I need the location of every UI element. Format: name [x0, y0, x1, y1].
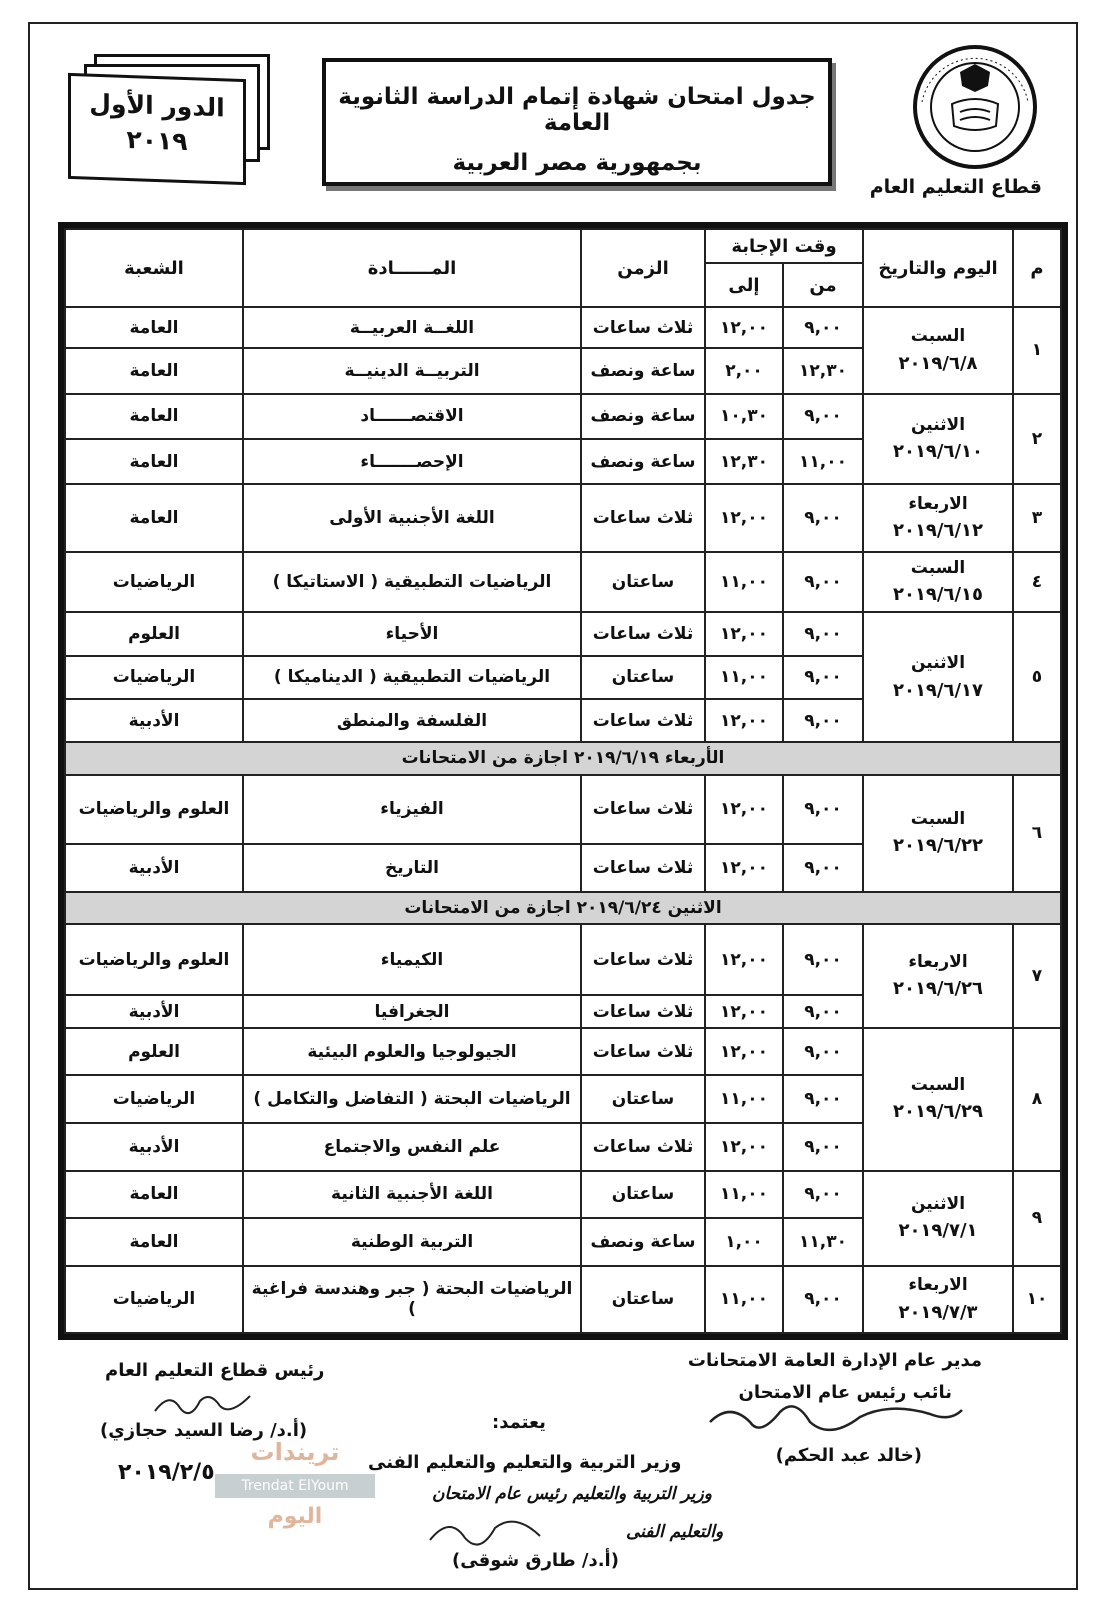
branch: العامة: [65, 307, 243, 348]
branch: العلوم والرياضيات: [65, 775, 243, 844]
table-row: [65, 1266, 1061, 1333]
signature-scrawl-icon: [150, 1386, 260, 1422]
day-name: السبت: [910, 557, 966, 578]
branch: العامة: [65, 1171, 243, 1219]
branch: الأدبية: [65, 844, 243, 892]
branch: العلوم: [65, 612, 243, 655]
subject: التربية الوطنية: [243, 1218, 581, 1266]
site-watermark: [205, 1438, 385, 1588]
time-from: ٩,٠٠: [783, 1075, 863, 1123]
duration: ثلاث ساعات: [581, 484, 705, 551]
header-answer-time: وقت الإجابة: [705, 229, 863, 263]
sector-label: قطاع التعليم العام: [869, 176, 1042, 198]
header-num: م: [1013, 229, 1061, 307]
time-from: ٩,٠٠: [783, 995, 863, 1027]
time-from: ٩,٠٠: [783, 775, 863, 844]
subject: الفيزياء: [243, 775, 581, 844]
duration: ساعة ونصف: [581, 1218, 705, 1266]
subject: الرياضيات البحتة ( التفاضل والتكامل ): [243, 1075, 581, 1123]
ministry-logo-icon: [900, 42, 1050, 172]
time-from: ٩,٠٠: [783, 1123, 863, 1171]
time-to: ١٢,٠٠: [705, 844, 783, 892]
time-from: ١١,٠٠: [783, 439, 863, 484]
header-from: من: [783, 263, 863, 307]
day-name: الاربعاء: [908, 951, 968, 972]
duration: ساعة ونصف: [581, 394, 705, 439]
time-to: ١٢,٠٠: [705, 1028, 783, 1076]
time-from: ٩,٠٠: [783, 924, 863, 995]
subject: الرياضيات البحتة ( جبر وهندسة فراغية ): [243, 1266, 581, 1333]
exam-date: ٢٠١٩/٧/١: [898, 1220, 978, 1242]
duration: ساعتان: [581, 656, 705, 699]
row-number: ٥: [1013, 612, 1061, 742]
header-duration: الزمن: [581, 229, 705, 307]
row-number: ٧: [1013, 924, 1061, 1028]
duration: ثلاث ساعات: [581, 1123, 705, 1171]
branch: العامة: [65, 348, 243, 393]
exam-break-notice: الاثنين ٢٠١٩/٦/٢٤ اجازة من الامتحانات: [65, 892, 1061, 924]
time-to: ١١,٠٠: [705, 1075, 783, 1123]
round-label: [68, 73, 246, 185]
branch: الأدبية: [65, 1123, 243, 1171]
time-from: ٩,٠٠: [783, 484, 863, 551]
row-number: ٤: [1013, 552, 1061, 613]
day-name: السبت: [910, 1075, 966, 1096]
right-signer-subtitle: نائب رئيس عام الامتحان: [738, 1382, 952, 1403]
page-subtitle: بجمهورية مصر العربية: [452, 150, 702, 176]
time-from: ١١,٣٠: [783, 1218, 863, 1266]
minister-handwritten-title-2: والتعليم الفنى: [626, 1522, 724, 1542]
minister-handwritten-title: وزير التربية والتعليم رئيس عام الامتحان: [432, 1484, 712, 1504]
page-title: جدول امتحان شهادة إتمام الدراسة الثانوية العامة: [338, 84, 816, 136]
duration: ثلاث ساعات: [581, 307, 705, 348]
subject: الكيمياء: [243, 924, 581, 995]
duration: ثلاث ساعات: [581, 844, 705, 892]
time-to: ١١,٠٠: [705, 1266, 783, 1333]
time-from: ٩,٠٠: [783, 699, 863, 742]
duration: ثلاث ساعات: [581, 699, 705, 742]
time-to: ١٢,٠٠: [705, 995, 783, 1027]
subject: الرياضيات التطبيقية ( الديناميكا ): [243, 656, 581, 699]
exam-date: ٢٠١٩/٦/١٧: [892, 679, 984, 701]
row-number: ٢: [1013, 394, 1061, 485]
exam-date: ٢٠١٩/٧/٣: [898, 1301, 978, 1323]
subject: علم النفس والاجتماع: [243, 1123, 581, 1171]
duration: ثلاث ساعات: [581, 924, 705, 995]
time-from: ٩,٠٠: [783, 1171, 863, 1219]
right-signer-title: مدير عام الإدارة العامة الامتحانات: [687, 1350, 982, 1371]
time-to: ١١,٠٠: [705, 552, 783, 613]
day-name: الاثنين: [910, 653, 966, 674]
right-signer-name: (خالد عبد الحكم): [775, 1445, 922, 1466]
subject: اللغة الأجنبية الثانية: [243, 1171, 581, 1219]
table-row: [65, 612, 1061, 655]
day-date-cell: [863, 307, 1013, 394]
time-to: ١١,٠٠: [705, 656, 783, 699]
round-label-stack: [68, 50, 278, 190]
time-from: ٩,٠٠: [783, 307, 863, 348]
subject: التاريخ: [243, 844, 581, 892]
day-date-cell: [863, 394, 1013, 485]
day-name: الاربعاء: [908, 1275, 968, 1296]
signature-scrawl-icon: [700, 1392, 970, 1444]
subject: الفلسفة والمنطق: [243, 699, 581, 742]
exam-date: ٢٠١٩/٦/٨: [898, 352, 978, 374]
time-to: ١١,٠٠: [705, 1171, 783, 1219]
day-date-cell: [863, 484, 1013, 551]
branch: العلوم والرياضيات: [65, 924, 243, 995]
header-branch: الشعبة: [65, 229, 243, 307]
time-to: ١٠,٣٠: [705, 394, 783, 439]
branch: الرياضيات: [65, 552, 243, 613]
time-to: ١٢,٣٠: [705, 439, 783, 484]
header-subject: المــــــادة: [243, 229, 581, 307]
time-from: ٩,٠٠: [783, 612, 863, 655]
day-name: السبت: [910, 326, 966, 347]
duration: ثلاث ساعات: [581, 775, 705, 844]
time-from: ٩,٠٠: [783, 552, 863, 613]
day-name: الاثنين: [910, 414, 966, 435]
minister-title: وزير التربية والتعليم والتعليم الفنى: [368, 1452, 682, 1473]
round-year: ٢٠١٩: [126, 124, 188, 157]
branch: الأدبية: [65, 699, 243, 742]
watermark-line-2: Trendat ElYoum: [215, 1474, 375, 1498]
exam-date: ٢٠١٩/٦/٢٩: [892, 1101, 984, 1123]
time-to: ١٢,٠٠: [705, 924, 783, 995]
time-from: ٩,٠٠: [783, 844, 863, 892]
row-number: ٦: [1013, 775, 1061, 892]
time-from: ٩,٠٠: [783, 656, 863, 699]
row-number: ٨: [1013, 1028, 1061, 1171]
time-to: ١٢,٠٠: [705, 484, 783, 551]
branch: الأدبية: [65, 995, 243, 1027]
title-box: [322, 58, 832, 186]
day-date-cell: [863, 775, 1013, 892]
left-signer-name: (أ.د/ رضا السيد حجازي): [100, 1420, 308, 1441]
exam-date: ٢٠١٩/٦/٢٦: [892, 978, 984, 1000]
day-name: السبت: [910, 808, 966, 829]
subject: الجيولوجيا والعلوم البيئية: [243, 1028, 581, 1076]
branch: العامة: [65, 394, 243, 439]
time-to: ٢,٠٠: [705, 348, 783, 393]
time-to: ١٢,٠٠: [705, 307, 783, 348]
row-number: ١: [1013, 307, 1061, 394]
duration: ثلاث ساعات: [581, 612, 705, 655]
subject: الرياضيات التطبيقية ( الاستاتيكا ): [243, 552, 581, 613]
branch: الرياضيات: [65, 656, 243, 699]
minister-name: (أ.د/ طارق شوقى): [452, 1550, 619, 1571]
subject: الاقتصــــــاد: [243, 394, 581, 439]
day-date-cell: [863, 1171, 1013, 1266]
subject: التربيــة الدينيــة: [243, 348, 581, 393]
duration: ساعتان: [581, 1266, 705, 1333]
exam-break-notice: الأربعاء ٢٠١٩/٦/١٩ اجازة من الامتحانات: [65, 742, 1061, 774]
header-day-date: اليوم والتاريخ: [863, 229, 1013, 307]
time-from: ٩,٠٠: [783, 394, 863, 439]
day-date-cell: [863, 612, 1013, 742]
time-from: ٩,٠٠: [783, 1266, 863, 1333]
table-row: [65, 307, 1061, 348]
table-row: [65, 924, 1061, 995]
watermark-line-1: تريندات: [250, 1438, 340, 1466]
branch: العامة: [65, 439, 243, 484]
duration: ساعة ونصف: [581, 439, 705, 484]
table-row: [65, 1171, 1061, 1219]
time-to: ١٢,٠٠: [705, 612, 783, 655]
time-from: ٩,٠٠: [783, 1028, 863, 1076]
exam-date: ٢٠١٩/٦/١٢: [892, 520, 984, 542]
watermark-line-3: اليوم: [267, 1504, 323, 1529]
branch: العامة: [65, 1218, 243, 1266]
day-date-cell: [863, 1028, 1013, 1171]
duration: ثلاث ساعات: [581, 1028, 705, 1076]
day-date-cell: [863, 1266, 1013, 1333]
row-number: ٩: [1013, 1171, 1061, 1266]
duration: ساعة ونصف: [581, 348, 705, 393]
exam-date: ٢٠١٩/٦/١٥: [892, 584, 984, 606]
time-from: ١٢,٣٠: [783, 348, 863, 393]
table-row: [65, 484, 1061, 551]
subject: الأحياء: [243, 612, 581, 655]
branch: العلوم: [65, 1028, 243, 1076]
table-row: [65, 394, 1061, 439]
exam-date: ٢٠١٩/٦/٢٢: [892, 835, 984, 857]
subject: اللغة الأجنبية الأولى: [243, 484, 581, 551]
row-number: ١٠: [1013, 1266, 1061, 1333]
time-to: ١٢,٠٠: [705, 1123, 783, 1171]
left-signer-title: رئيس قطاع التعليم العام: [105, 1360, 325, 1381]
branch: الرياضيات: [65, 1075, 243, 1123]
day-name: الاربعاء: [908, 493, 968, 514]
table-row: [65, 775, 1061, 844]
exam-date: ٢٠١٩/٦/١٠: [892, 441, 984, 463]
table-row: [65, 1028, 1061, 1076]
duration: ساعتان: [581, 552, 705, 613]
time-to: ١٢,٠٠: [705, 775, 783, 844]
round-name: الدور الأول: [89, 88, 225, 123]
approval-label: يعتمد:: [492, 1412, 546, 1433]
row-number: ٣: [1013, 484, 1061, 551]
branch: العامة: [65, 484, 243, 551]
subject: الإحصـــــــاء: [243, 439, 581, 484]
exam-schedule-table: [58, 222, 1068, 1340]
left-signature-date: ٢٠١٩/٢/٥: [118, 1460, 215, 1485]
time-to: ١٢,٠٠: [705, 699, 783, 742]
branch: الرياضيات: [65, 1266, 243, 1333]
duration: ثلاث ساعات: [581, 995, 705, 1027]
day-name: الاثنين: [910, 1194, 966, 1215]
duration: ساعتان: [581, 1171, 705, 1219]
subject: الجغرافيا: [243, 995, 581, 1027]
time-to: ١,٠٠: [705, 1218, 783, 1266]
duration: ساعتان: [581, 1075, 705, 1123]
table-row: [65, 552, 1061, 613]
day-date-cell: [863, 552, 1013, 613]
subject: اللغــة العربيــة: [243, 307, 581, 348]
header-to: إلى: [705, 263, 783, 307]
day-date-cell: [863, 924, 1013, 1028]
